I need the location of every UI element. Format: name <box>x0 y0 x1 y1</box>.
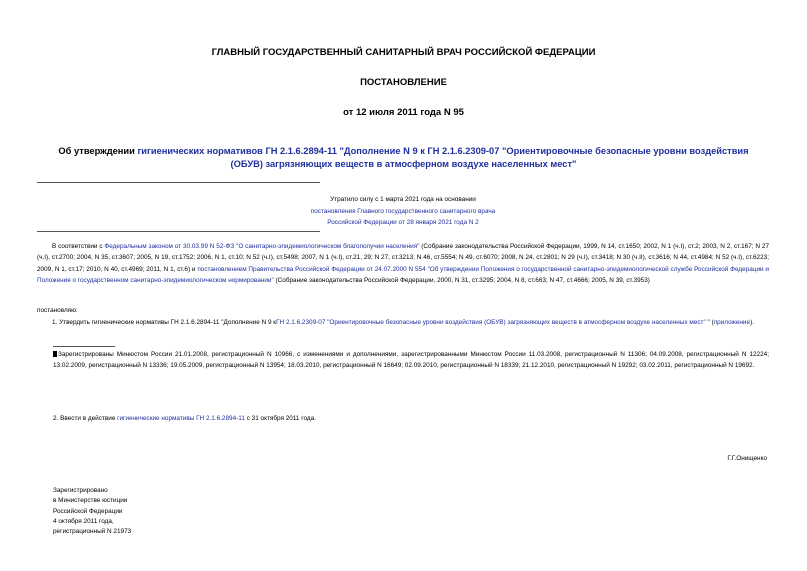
document-title <box>50 145 757 170</box>
item-1-text: 1. Утвердить гигиенические нормативы ГН 2.1.6.2894-11 "Дополнение N 9 к <box>52 319 277 326</box>
document-date-number: от 12 июля 2011 года N 95 <box>343 107 464 118</box>
item-1-text-3: ). <box>750 319 754 326</box>
preamble-text-2: (Собрание законодательства Российской Федерации, 1999, N 14, ст.1650; 2002, N 1 (ч.I), ст.2; 2003, N 2, ст.167; N 27 (ч.I), ст.2700; 2004, N 35, ст.3607; 2005, N 19, ст.1752; 2006, N 1, ст.10; N 52 (ч.I), ст.5498; 2007, N 1 (ч.I), ст.21, 29; N 27, ст.3213; N 46, ст.5554; N 49, ст.6070; 2008, N 24, ст.2801; N 29 (ч.I), ст.3418; N 30 (ч.II), ст.3616; N 44, ст.4984; N 52 (ч.I), ст.6223; 2009, N 1, ст.17; 2010, N 40, ст.4969; 2011, N 1, ст.6) и <box>37 243 769 273</box>
footnote <box>53 349 769 372</box>
item-1-text-2: " ( <box>705 319 714 326</box>
registration-line-2: в Министерстве юстиции <box>53 497 128 505</box>
status-note <box>200 194 606 229</box>
gn-2309-link[interactable]: ГН 2.1.6.2309-07 "Ориентировочные безопасные уровни воздействия (ОБУВ) загрязняющих веществ в атмосферном воздухе населенных мест" <box>276 319 706 326</box>
appendix-link[interactable]: приложение <box>713 319 751 326</box>
divider-status <box>37 231 320 232</box>
registration-line-4: 4 октября 2011 года, <box>53 517 114 525</box>
preamble <box>37 241 769 287</box>
issuing-authority: ГЛАВНЫЙ ГОСУДАРСТВЕННЫЙ САНИТАРНЫЙ ВРАЧ РОССИЙСКОЙ ФЕДЕРАЦИИ <box>211 47 596 58</box>
registration-line-5: регистрационный N 21973 <box>53 528 132 536</box>
item-2 <box>53 413 316 424</box>
signature: Г.Г.Онищенко <box>727 455 767 462</box>
federal-law-link[interactable]: Федеральным законом от 30.03.99 N 52-ФЗ "О санитарно-эпидемиологическом благополучии населения" <box>104 243 420 250</box>
item-2-text: 2. Ввести в действие <box>53 415 118 422</box>
item-1 <box>37 317 769 328</box>
item-2-text-2: с 31 октября 2011 года. <box>244 415 316 422</box>
footnote-marker <box>53 351 57 357</box>
divider-top <box>37 182 320 183</box>
status-link-1[interactable]: постановления Главного государственного санитарного врача <box>310 207 496 215</box>
footnote-text: Зарегистрированы Минюстом России 21.01.2008, регистрационный N 10966, с изменениями и дополнениями, зарегистрированными Минюстом России 11.03.2008, регистрационный N 11306; 04.09.2008, регистрационный N 12224; 13.02.2009, регистрационный N 13336; 19.05.2009, регистрационный N 13954; 18.03.2010, регистрационный N 16649; 02.09.2010, регистрационный N 18339; 21.12.2010, регистрационный N 19292; 03.02.2011, регистрационный N 19692. <box>53 351 769 370</box>
decree-word: постановляю: <box>37 307 78 314</box>
title-prefix: Об утверждении <box>58 146 138 156</box>
status-link-2[interactable]: Российской Федерации от 28 января 2021 года N 2 <box>327 219 479 226</box>
footnote-divider <box>53 346 115 347</box>
registration-note <box>53 486 131 537</box>
preamble-text-3: (Собрание законодательства Российской Федерации, 2000, N 31, ст.3295; 2004, N 8, ст.663; N 47, ст.4666; 2005, N 39, ст.3953) <box>273 277 650 285</box>
status-line: Утратило силу с 1 марта 2021 года на основании <box>330 196 476 203</box>
government-decree-link[interactable]: постановлением Правительства Российской Федерации от 24.07.2000 N 554 "Об утверждении Положения о государственной санитарно-эпидемиологической службе Российской Федерации и Положения о государственном санитарно-эпидемиологическом нормировании" <box>37 265 770 285</box>
registration-line-1: Зарегистрировано <box>53 487 108 494</box>
preamble-text-1: В соответствии с <box>52 243 105 250</box>
gn-2894-link[interactable]: гигиенические нормативы ГН 2.1.6.2894-11 <box>117 415 245 422</box>
registration-line-3: Российской Федерации <box>53 507 123 515</box>
title-link[interactable]: гигиенических нормативов ГН 2.1.6.2894-11 "Дополнение N 9 к ГН 2.1.6.2309-07 "Ориентировочные безопасные уровни воздействия (ОБУВ) загрязняющих веществ в атмосферном воздухе населенных мест" <box>137 146 749 169</box>
document-type: ПОСТАНОВЛЕНИЕ <box>360 77 447 88</box>
